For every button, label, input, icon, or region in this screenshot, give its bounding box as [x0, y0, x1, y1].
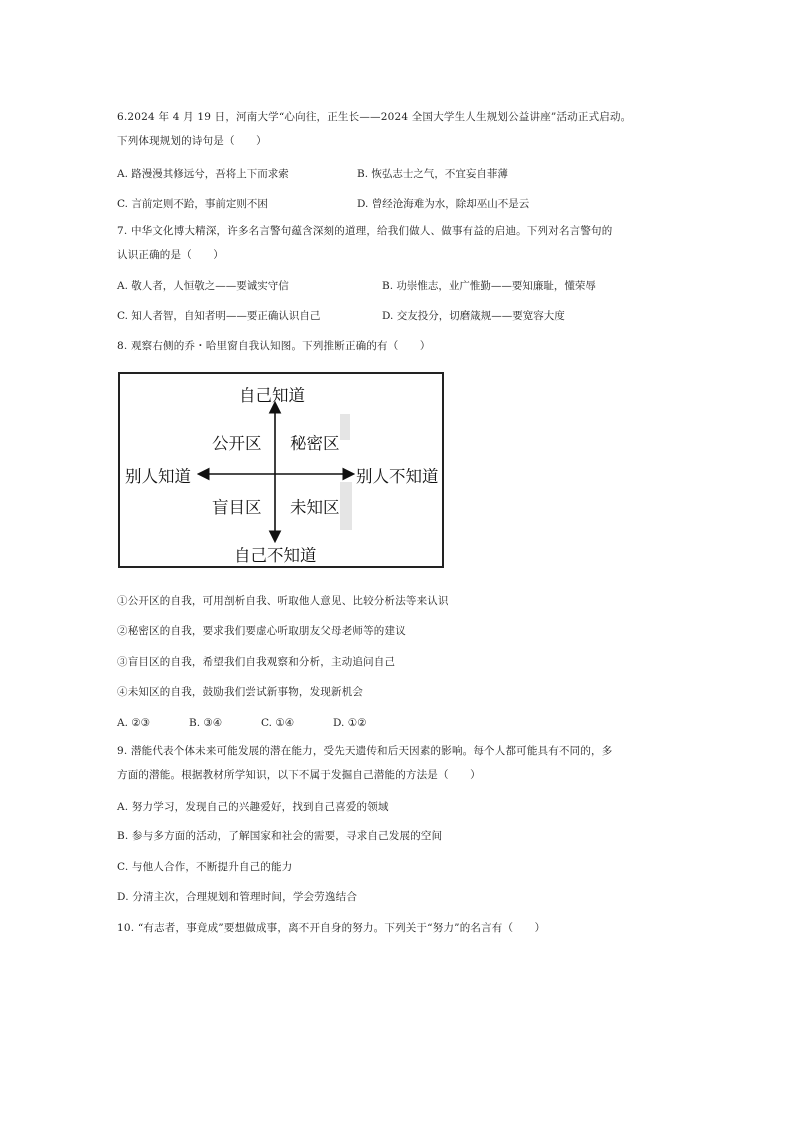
label-others-unknown: 别人不知道 [356, 467, 439, 486]
q7-stem-line1: 7. 中华文化博大精深，许多名言警句蕴含深刻的道理，给我们做人、做事有益的启迪。下列对名言警句的 [117, 225, 613, 237]
quadrant-unknown: 未知区 [290, 498, 340, 517]
q10-stem: 10. “有志者，事竟成”要想做成事，离不开自身的努力。下列关于“努力”的名言有（ ） [117, 922, 546, 934]
q9-stem-line1: 9. 潜能代表个体未来可能发展的潜在能力，受先天遗传和后天因素的影响。每个人都可能具有不同的，多 [117, 745, 613, 757]
q9-option-d: D. 分清主次，合理规划和管理时间，学会劳逸结合 [117, 891, 358, 903]
label-others-know: 别人知道 [125, 467, 191, 486]
q6-stem-line2: 下列体现规划的诗句是（ ） [117, 135, 267, 147]
q7-option-b: B. 功崇惟志，业广惟勤——要知廉耻，懂荣辱 [382, 280, 596, 292]
q6-option-d: D. 曾经沧海难为水，除却巫山不是云 [357, 198, 530, 210]
q9-stem-line2: 方面的潜能。根据教材所学知识，以下不属于发掘自己潜能的方法是（ ） [117, 769, 481, 781]
q6-option-a: A. 路漫漫其修远兮，吾将上下而求索 [117, 168, 289, 180]
q8-option-d: D. ①② [333, 717, 367, 729]
q7-option-c: C. 知人者智，自知者明——要正确认识自己 [117, 310, 321, 322]
q6-option-b: B. 恢弘志士之气，不宜妄自菲薄 [357, 168, 508, 180]
q6-option-c: C. 言前定则不跲，事前定则不困 [117, 198, 268, 210]
q8-statement-1: ①公开区的自我，可用剖析自我、听取他人意见、比较分析法等来认识 [117, 595, 449, 607]
q9-option-a: A. 努力学习，发现自己的兴趣爱好，找到自己喜爱的领域 [117, 801, 389, 813]
q9-option-c: C. 与他人合作，不断提升自己的能力 [117, 861, 293, 873]
quadrant-open: 公开区 [212, 434, 262, 453]
q8-option-a: A. ②③ [117, 717, 151, 729]
q6-stem-line1: 6.2024 年 4 月 19 日，河南大学“心向往，正生长——2024 全国大学生人生规划公益讲座”活动正式启动。 [117, 111, 632, 123]
q8-option-c: C. ①④ [261, 717, 295, 729]
johari-window-diagram [118, 372, 444, 568]
q8-option-b: B. ③④ [189, 717, 223, 729]
quadrant-blind: 盲目区 [212, 498, 262, 517]
quadrant-hidden: 秘密区 [290, 434, 340, 453]
q7-stem-line2: 认识正确的是（ ） [117, 249, 224, 261]
label-self-unknown: 自己不知道 [234, 546, 317, 565]
q8-statement-2: ②秘密区的自我，要求我们要虚心听取朋友父母老师等的建议 [117, 625, 406, 637]
q8-stem: 8. 观察右侧的乔・哈里窗自我认知图。下列推断正确的有（ ） [117, 340, 431, 352]
q7-option-a: A. 敬人者，人恒敬之——要诚实守信 [117, 280, 289, 292]
q7-option-d: D. 交友投分，切磨箴规——要宽容大度 [382, 310, 565, 322]
label-self-knows: 自己知道 [239, 386, 305, 405]
q8-statement-4: ④未知区的自我，鼓励我们尝试新事物，发现新机会 [117, 686, 364, 698]
q9-option-b: B. 参与多方面的活动，了解国家和社会的需要，寻求自己发展的空间 [117, 830, 443, 842]
q8-statement-3: ③盲目区的自我，希望我们自我观察和分析，主动追问自己 [117, 656, 396, 668]
